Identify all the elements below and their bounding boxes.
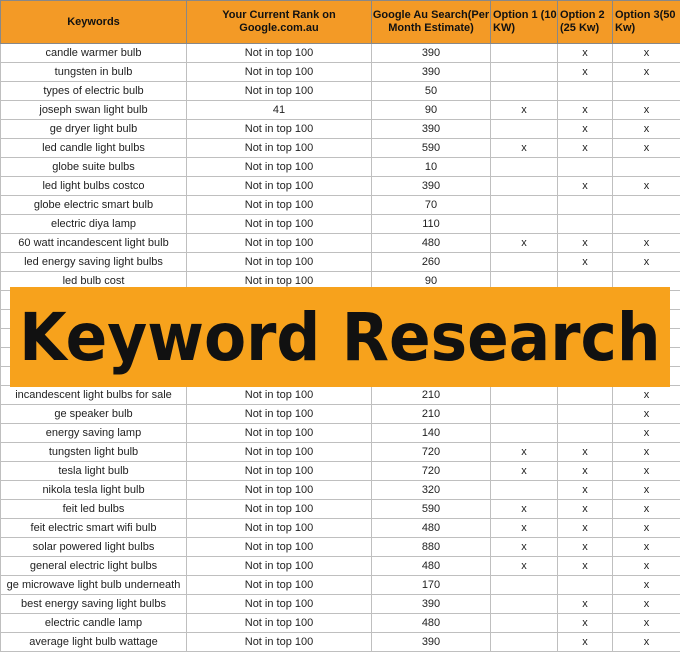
rank-cell: Not in top 100 — [187, 405, 372, 424]
keyword-cell: led energy saving light bulbs — [1, 253, 187, 272]
option1-cell: x — [491, 538, 558, 557]
option3-cell: x — [613, 386, 680, 405]
table-row — [1, 44, 680, 63]
table-row — [1, 158, 680, 177]
option2-cell: x — [558, 101, 613, 120]
option3-cell: x — [613, 481, 680, 500]
option3-cell: x — [613, 101, 680, 120]
search-volume-cell: 390 — [372, 177, 491, 196]
rank-cell: Not in top 100 — [187, 196, 372, 215]
option1-cell — [491, 576, 558, 595]
keyword-cell: ge speaker bulb — [1, 405, 187, 424]
option2-cell: x — [558, 44, 613, 63]
search-volume-cell: 50 — [372, 82, 491, 101]
option1-cell — [491, 424, 558, 443]
keyword-cell: solar powered light bulbs — [1, 538, 187, 557]
col-header-rank: Your Current Rank on Google.com.au — [187, 1, 372, 44]
option3-cell — [613, 158, 680, 177]
option1-cell — [491, 253, 558, 272]
col-header-option2: Option 2 (25 Kw) — [558, 1, 613, 44]
rank-cell: Not in top 100 — [187, 576, 372, 595]
keyword-cell: incandescent light bulbs for sale — [1, 386, 187, 405]
table-row — [1, 215, 680, 234]
rank-cell: Not in top 100 — [187, 44, 372, 63]
option2-cell: x — [558, 557, 613, 576]
keyword-cell: electric diya lamp — [1, 215, 187, 234]
option3-cell: x — [613, 234, 680, 253]
table-row — [1, 424, 680, 443]
option3-cell: x — [613, 405, 680, 424]
search-volume-cell: 10 — [372, 158, 491, 177]
rank-cell: Not in top 100 — [187, 253, 372, 272]
search-volume-cell: 480 — [372, 557, 491, 576]
option1-cell — [491, 158, 558, 177]
option2-cell: x — [558, 614, 613, 633]
option3-cell: x — [613, 538, 680, 557]
option3-cell: x — [613, 576, 680, 595]
keyword-cell: led bulb cost — [1, 272, 187, 291]
option2-cell — [558, 215, 613, 234]
option3-cell — [613, 215, 680, 234]
search-volume-cell: 720 — [372, 443, 491, 462]
banner-title: Keyword Research — [19, 298, 661, 376]
keyword-cell: tungsten light bulb — [1, 443, 187, 462]
keyword-cell: led light bulbs costco — [1, 177, 187, 196]
option2-cell: x — [558, 139, 613, 158]
table-row — [1, 443, 680, 462]
search-volume-cell: 390 — [372, 63, 491, 82]
search-volume-cell: 880 — [372, 538, 491, 557]
option2-cell: x — [558, 443, 613, 462]
table-row — [1, 557, 680, 576]
option2-cell — [558, 405, 613, 424]
option2-cell: x — [558, 519, 613, 538]
option2-cell: x — [558, 481, 613, 500]
option3-cell: x — [613, 177, 680, 196]
option3-cell: x — [613, 424, 680, 443]
option1-cell — [491, 386, 558, 405]
keyword-cell: energy saving lamp — [1, 424, 187, 443]
rank-cell: Not in top 100 — [187, 158, 372, 177]
rank-cell: Not in top 100 — [187, 519, 372, 538]
option2-cell: x — [558, 253, 613, 272]
option1-cell — [491, 614, 558, 633]
option3-cell: x — [613, 519, 680, 538]
option3-cell: x — [613, 139, 680, 158]
option1-cell: x — [491, 443, 558, 462]
rank-cell: Not in top 100 — [187, 481, 372, 500]
table-row — [1, 82, 680, 101]
option1-cell: x — [491, 234, 558, 253]
table-row — [1, 253, 680, 272]
keyword-cell: best energy saving light bulbs — [1, 595, 187, 614]
keyword-cell: general electric light bulbs — [1, 557, 187, 576]
search-volume-cell: 720 — [372, 462, 491, 481]
option2-cell — [558, 158, 613, 177]
option2-cell: x — [558, 633, 613, 652]
table-row — [1, 462, 680, 481]
keyword-cell: feit electric smart wifi bulb — [1, 519, 187, 538]
rank-cell: Not in top 100 — [187, 177, 372, 196]
keyword-cell: globe electric smart bulb — [1, 196, 187, 215]
option3-cell — [613, 82, 680, 101]
rank-cell: Not in top 100 — [187, 614, 372, 633]
keyword-cell: electric candle lamp — [1, 614, 187, 633]
keyword-cell: candle warmer bulb — [1, 44, 187, 63]
option3-cell: x — [613, 614, 680, 633]
option2-cell: x — [558, 234, 613, 253]
option3-cell: x — [613, 557, 680, 576]
option1-cell: x — [491, 500, 558, 519]
search-volume-cell: 480 — [372, 234, 491, 253]
search-volume-cell: 480 — [372, 519, 491, 538]
rank-cell: Not in top 100 — [187, 557, 372, 576]
option2-cell: x — [558, 120, 613, 139]
search-volume-cell: 70 — [372, 196, 491, 215]
option1-cell — [491, 405, 558, 424]
option1-cell — [491, 215, 558, 234]
option1-cell: x — [491, 462, 558, 481]
rank-cell: Not in top 100 — [187, 82, 372, 101]
option3-cell: x — [613, 120, 680, 139]
search-volume-cell: 90 — [372, 101, 491, 120]
rank-cell: Not in top 100 — [187, 234, 372, 253]
rank-cell: Not in top 100 — [187, 595, 372, 614]
search-volume-cell: 210 — [372, 386, 491, 405]
search-volume-cell: 110 — [372, 215, 491, 234]
rank-cell: Not in top 100 — [187, 500, 372, 519]
search-volume-cell: 590 — [372, 500, 491, 519]
option1-cell — [491, 63, 558, 82]
col-header-search: Google Au Search(Per Month Estimate) — [372, 1, 491, 44]
keyword-cell: nikola tesla light bulb — [1, 481, 187, 500]
keyword-cell: led candle light bulbs — [1, 139, 187, 158]
rank-cell: Not in top 100 — [187, 443, 372, 462]
option2-cell — [558, 82, 613, 101]
table-row — [1, 120, 680, 139]
col-header-option1: Option 1 (10 KW) — [491, 1, 558, 44]
table-row — [1, 614, 680, 633]
rank-cell: Not in top 100 — [187, 538, 372, 557]
keyword-cell: globe suite bulbs — [1, 158, 187, 177]
rank-cell: 41 — [187, 101, 372, 120]
table-row — [1, 177, 680, 196]
search-volume-cell: 390 — [372, 120, 491, 139]
table-row — [1, 405, 680, 424]
option1-cell — [491, 633, 558, 652]
search-volume-cell: 140 — [372, 424, 491, 443]
rank-cell: Not in top 100 — [187, 272, 372, 291]
option1-cell — [491, 196, 558, 215]
option3-cell: x — [613, 500, 680, 519]
option1-cell: x — [491, 557, 558, 576]
option1-cell — [491, 177, 558, 196]
option3-cell: x — [613, 63, 680, 82]
search-volume-cell: 260 — [372, 253, 491, 272]
option1-cell — [491, 120, 558, 139]
table-row — [1, 538, 680, 557]
col-header-keywords: Keywords — [1, 1, 187, 44]
col-header-option3: Option 3(50 Kw) — [613, 1, 680, 44]
table-row — [1, 481, 680, 500]
rank-cell: Not in top 100 — [187, 120, 372, 139]
table-row — [1, 101, 680, 120]
rank-cell: Not in top 100 — [187, 633, 372, 652]
table-row — [1, 139, 680, 158]
search-volume-cell: 390 — [372, 633, 491, 652]
rank-cell: Not in top 100 — [187, 462, 372, 481]
keyword-cell: tesla light bulb — [1, 462, 187, 481]
keyword-cell: ge microwave light bulb underneath — [1, 576, 187, 595]
option1-cell: x — [491, 139, 558, 158]
rank-cell: Not in top 100 — [187, 63, 372, 82]
rank-cell: Not in top 100 — [187, 215, 372, 234]
keyword-cell: feit led bulbs — [1, 500, 187, 519]
option1-cell — [491, 481, 558, 500]
option1-cell: x — [491, 519, 558, 538]
keyword-cell: average light bulb wattage — [1, 633, 187, 652]
option1-cell — [491, 44, 558, 63]
rank-cell: Not in top 100 — [187, 139, 372, 158]
search-volume-cell: 590 — [372, 139, 491, 158]
table-row — [1, 595, 680, 614]
keyword-cell: tungsten in bulb — [1, 63, 187, 82]
option2-cell: x — [558, 500, 613, 519]
table-row — [1, 386, 680, 405]
option1-cell — [491, 82, 558, 101]
option2-cell — [558, 424, 613, 443]
keyword-cell: joseph swan light bulb — [1, 101, 187, 120]
option2-cell: x — [558, 595, 613, 614]
search-volume-cell: 320 — [372, 481, 491, 500]
option2-cell: x — [558, 177, 613, 196]
table-row — [1, 196, 680, 215]
option3-cell: x — [613, 595, 680, 614]
keyword-cell: ge dryer light bulb — [1, 120, 187, 139]
option3-cell: x — [613, 44, 680, 63]
option2-cell — [558, 196, 613, 215]
option2-cell: x — [558, 538, 613, 557]
option3-cell: x — [613, 443, 680, 462]
search-volume-cell: 210 — [372, 405, 491, 424]
table-row — [1, 633, 680, 652]
option3-cell: x — [613, 253, 680, 272]
option1-cell — [491, 595, 558, 614]
table-row — [1, 519, 680, 538]
search-volume-cell: 390 — [372, 44, 491, 63]
search-volume-cell: 480 — [372, 614, 491, 633]
search-volume-cell: 390 — [372, 595, 491, 614]
table-row — [1, 576, 680, 595]
option2-cell: x — [558, 63, 613, 82]
table-row — [1, 234, 680, 253]
keyword-cell: types of electric bulb — [1, 82, 187, 101]
table-row — [1, 500, 680, 519]
table-row — [1, 63, 680, 82]
option3-cell — [613, 196, 680, 215]
option1-cell: x — [491, 101, 558, 120]
search-volume-cell: 170 — [372, 576, 491, 595]
rank-cell: Not in top 100 — [187, 424, 372, 443]
keyword-cell: 60 watt incandescent light bulb — [1, 234, 187, 253]
option2-cell — [558, 386, 613, 405]
search-volume-cell: 90 — [372, 272, 491, 291]
option2-cell: x — [558, 462, 613, 481]
option3-cell: x — [613, 462, 680, 481]
keyword-research-banner — [10, 287, 670, 387]
rank-cell: Not in top 100 — [187, 386, 372, 405]
option3-cell: x — [613, 633, 680, 652]
header-row — [1, 1, 680, 44]
option2-cell — [558, 576, 613, 595]
